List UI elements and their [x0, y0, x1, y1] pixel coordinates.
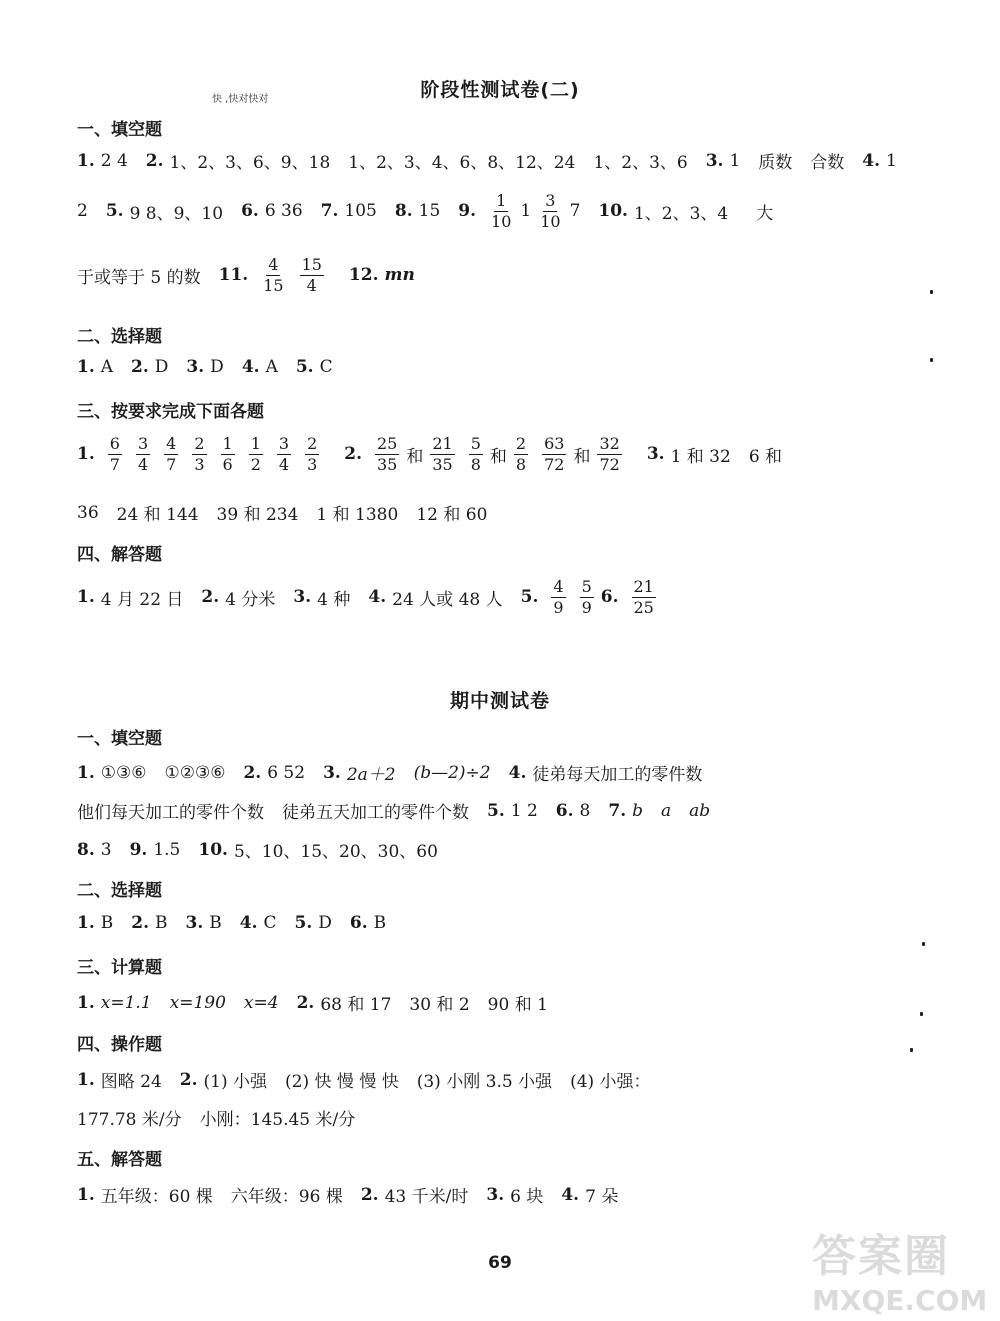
test1-section2-heading: 二、选择题	[77, 327, 162, 347]
test2-s2-line: 1. B 2. B 3. B 4. C 5. D 6. B	[77, 913, 387, 933]
speck-mark	[910, 1048, 913, 1052]
test2-s1-line1: 1. ①③⑥ ①②③⑥ 2. 6 52 3. 2a＋2 (b—2)÷2 4. 徒弟每天加工的零件数	[77, 762, 703, 785]
test1-title: 阶段性测试卷(二)	[420, 79, 580, 101]
test1-s4-line: 1. 4 月 22 日 2. 4 分米 3. 4 种 4. 24 人或 48 人 5. $\frac{4}{9}$ $\frac{5}{9}$ 6. $\frac{21}{25}$	[77, 577, 654, 617]
test2-s1-line2: 他们每天加工的零件个数 徒弟五天加工的零件个数 5. 1 2 6. 8 7. b a ab	[77, 800, 711, 823]
test2-section4-heading: 四、操作题	[77, 1035, 162, 1055]
test1-s1-line2: 2 5. 9 8、9、10 6. 6 36 7. 105 8. 15 9. $\frac{1}{10}$ 1 $\frac{3}{10}$ 7 10. 1、2、3、4 大	[77, 191, 774, 231]
test2-s5-line: 1. 五年级：60 棵 六年级：96 棵 2. 43 千米/时 3. 6 块 4. 7 朵	[77, 1184, 619, 1207]
fraction: $\frac{4}{15}$	[263, 255, 284, 295]
test2-section3-heading: 三、计算题	[77, 958, 162, 978]
test1-section1-heading: 一、填空题	[77, 120, 162, 140]
speck-mark	[920, 1012, 923, 1016]
test2-title: 期中测试卷	[449, 690, 550, 712]
fraction: $\frac{1}{10}$	[491, 191, 512, 231]
test2-s4-line1: 1. 图略 24 2. (1) 小强 (2) 快 慢 慢 快 (3) 小刚 3.5 小强 (4) 小强：	[77, 1069, 651, 1092]
test1-section4-heading: 四、解答题	[77, 545, 162, 565]
test2-section5-heading: 五、解答题	[77, 1150, 162, 1170]
speck-mark	[930, 358, 933, 362]
test1-s1-line1: 1. 2 4 2. 1、2、3、6、9、18 1、2、3、4、6、8、12、24 1、2、3、6 3. 1 质数 合数 4. 1	[77, 150, 897, 173]
test2-s3-line: 1. x=1.1 x=190 x=4 2. 68 和 17 30 和 2 90 和 1	[77, 992, 548, 1015]
test1-s1-line3: 于或等于 5 的数 11. $\frac{4}{15}$ $\frac{15}{4}$ 12. mn	[77, 255, 415, 295]
speck-mark	[930, 290, 933, 294]
test2-section2-heading: 二、选择题	[77, 881, 162, 901]
test1-s3-line2: 36 24 和 144 39 和 234 1 和 1380 12 和 60	[77, 502, 488, 525]
test1-s3-line1: 1. $\frac{6}{7}$ $\frac{3}{4}$ $\frac{4}{7}$ $\frac{2}{3}$ $\frac{1}{6}$ $\frac{1}{2}$ $\frac{3}{4}$ $\frac{2}{3}$ 2. $\frac{25}{35}$ 和 $\frac{21}{35}$ $\frac{5}{8}$ 和 $\frac{2}{8}$ $\frac{63}{72}$ 和 $\frac{32}{72}$ 3. 1 和 32 6 和	[77, 434, 783, 474]
test2-s1-line3: 8. 3 9. 1.5 10. 5、10、15、20、30、60	[77, 839, 438, 862]
page-number: 69	[488, 1253, 512, 1273]
watermark-logo: 答案圈 MXQE.COM	[812, 1231, 988, 1317]
fraction: $\frac{3}{10}$	[540, 191, 561, 231]
fraction: $\frac{15}{4}$	[301, 255, 322, 295]
test1-s2-line: 1. A 2. D 3. D 4. A 5. C	[77, 357, 333, 377]
test2-section1-heading: 一、填空题	[77, 729, 162, 749]
speck-mark	[922, 942, 925, 946]
test2-s4-line2: 177.78 米/分 小刚：145.45 米/分	[77, 1110, 356, 1130]
test1-section3-heading: 三、按要求完成下面各题	[77, 402, 264, 422]
handwritten-note: 快 ,快对快对	[212, 94, 269, 105]
